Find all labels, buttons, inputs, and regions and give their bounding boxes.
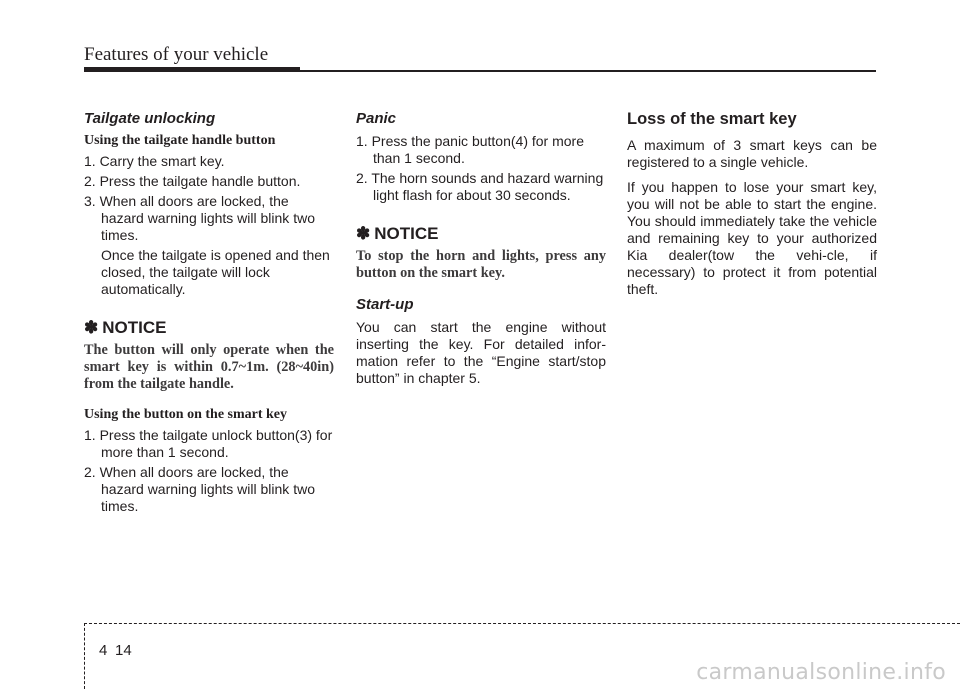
- notice-heading: [84, 318, 334, 338]
- handle-button-steps: [84, 153, 334, 244]
- step-item: 1. Press the tailgate unlock button(3) for more than 1 second.: [84, 427, 333, 460]
- header-rule: [300, 70, 876, 72]
- footer-vertical-rule: [84, 623, 85, 689]
- header-bar: [84, 67, 300, 72]
- notice-text: To stop the horn and lights, press any button on the smart key.: [356, 248, 606, 281]
- step-item: 1. Carry the smart key.: [84, 153, 225, 169]
- column-2: [356, 110, 606, 395]
- column-1: [84, 110, 334, 518]
- panic-heading: Panic: [356, 110, 397, 127]
- step-item: 2. When all doors are locked, the hazard warning lights will blink two times.: [84, 464, 315, 514]
- notice-text: The button will only operate when the smart key is within 0.7~1m. (28~40in) from the tailgate handle.: [84, 342, 334, 392]
- footer-rule: [84, 623, 960, 624]
- watermark: carmanualsonline.info: [696, 660, 946, 685]
- step-item: 3. When all doors are locked, the hazard warning lights will blink two times.: [84, 193, 315, 243]
- step-continuation: Once the tailgate is opened and then closed, the tailgate will lock automatically.: [101, 247, 330, 297]
- step-item: 2. Press the tailgate handle button.: [84, 173, 301, 189]
- start-up-paragraph: You can start the engine without inserting the key. For detailed infor-mation refer to the “Engine start/stop button” in chapter 5.: [356, 319, 606, 386]
- loss-paragraph-1: A maximum of 3 smart keys can be registered to a single vehicle.: [627, 137, 877, 170]
- page-header-title: Features of your vehicle: [84, 44, 269, 65]
- chapter-number: 4: [99, 642, 108, 659]
- handle-button-subheading: Using the tailgate handle button: [84, 133, 276, 148]
- page-number: 14: [115, 642, 132, 659]
- smart-key-button-steps: [84, 427, 334, 515]
- notice-label: NOTICE: [374, 224, 439, 243]
- start-up-heading: Start-up: [356, 296, 414, 313]
- panic-steps: [356, 133, 606, 204]
- loss-of-smart-key-heading: Loss of the smart key: [627, 110, 797, 128]
- smart-key-button-subheading: Using the button on the smart key: [84, 407, 288, 422]
- column-3: [627, 110, 877, 306]
- step-item: 2. The horn sounds and hazard warning light flash for about 30 seconds.: [356, 170, 604, 203]
- notice-asterisk-icon: ✽: [84, 318, 99, 337]
- tailgate-unlocking-heading: Tailgate unlocking: [84, 110, 216, 127]
- step-item: 1. Press the panic button(4) for more than 1 second.: [356, 133, 584, 166]
- notice-label: NOTICE: [102, 318, 167, 337]
- notice-asterisk-icon: ✽: [356, 224, 371, 243]
- loss-paragraph-2: If you happen to lose your smart key, you will not be able to start the engine. You should immediately take the vehicle and remaining key to your authorized Kia dealer(tow the vehi-cle, if necessary) to protect it from potential theft.: [627, 179, 877, 297]
- notice-heading: [356, 224, 606, 244]
